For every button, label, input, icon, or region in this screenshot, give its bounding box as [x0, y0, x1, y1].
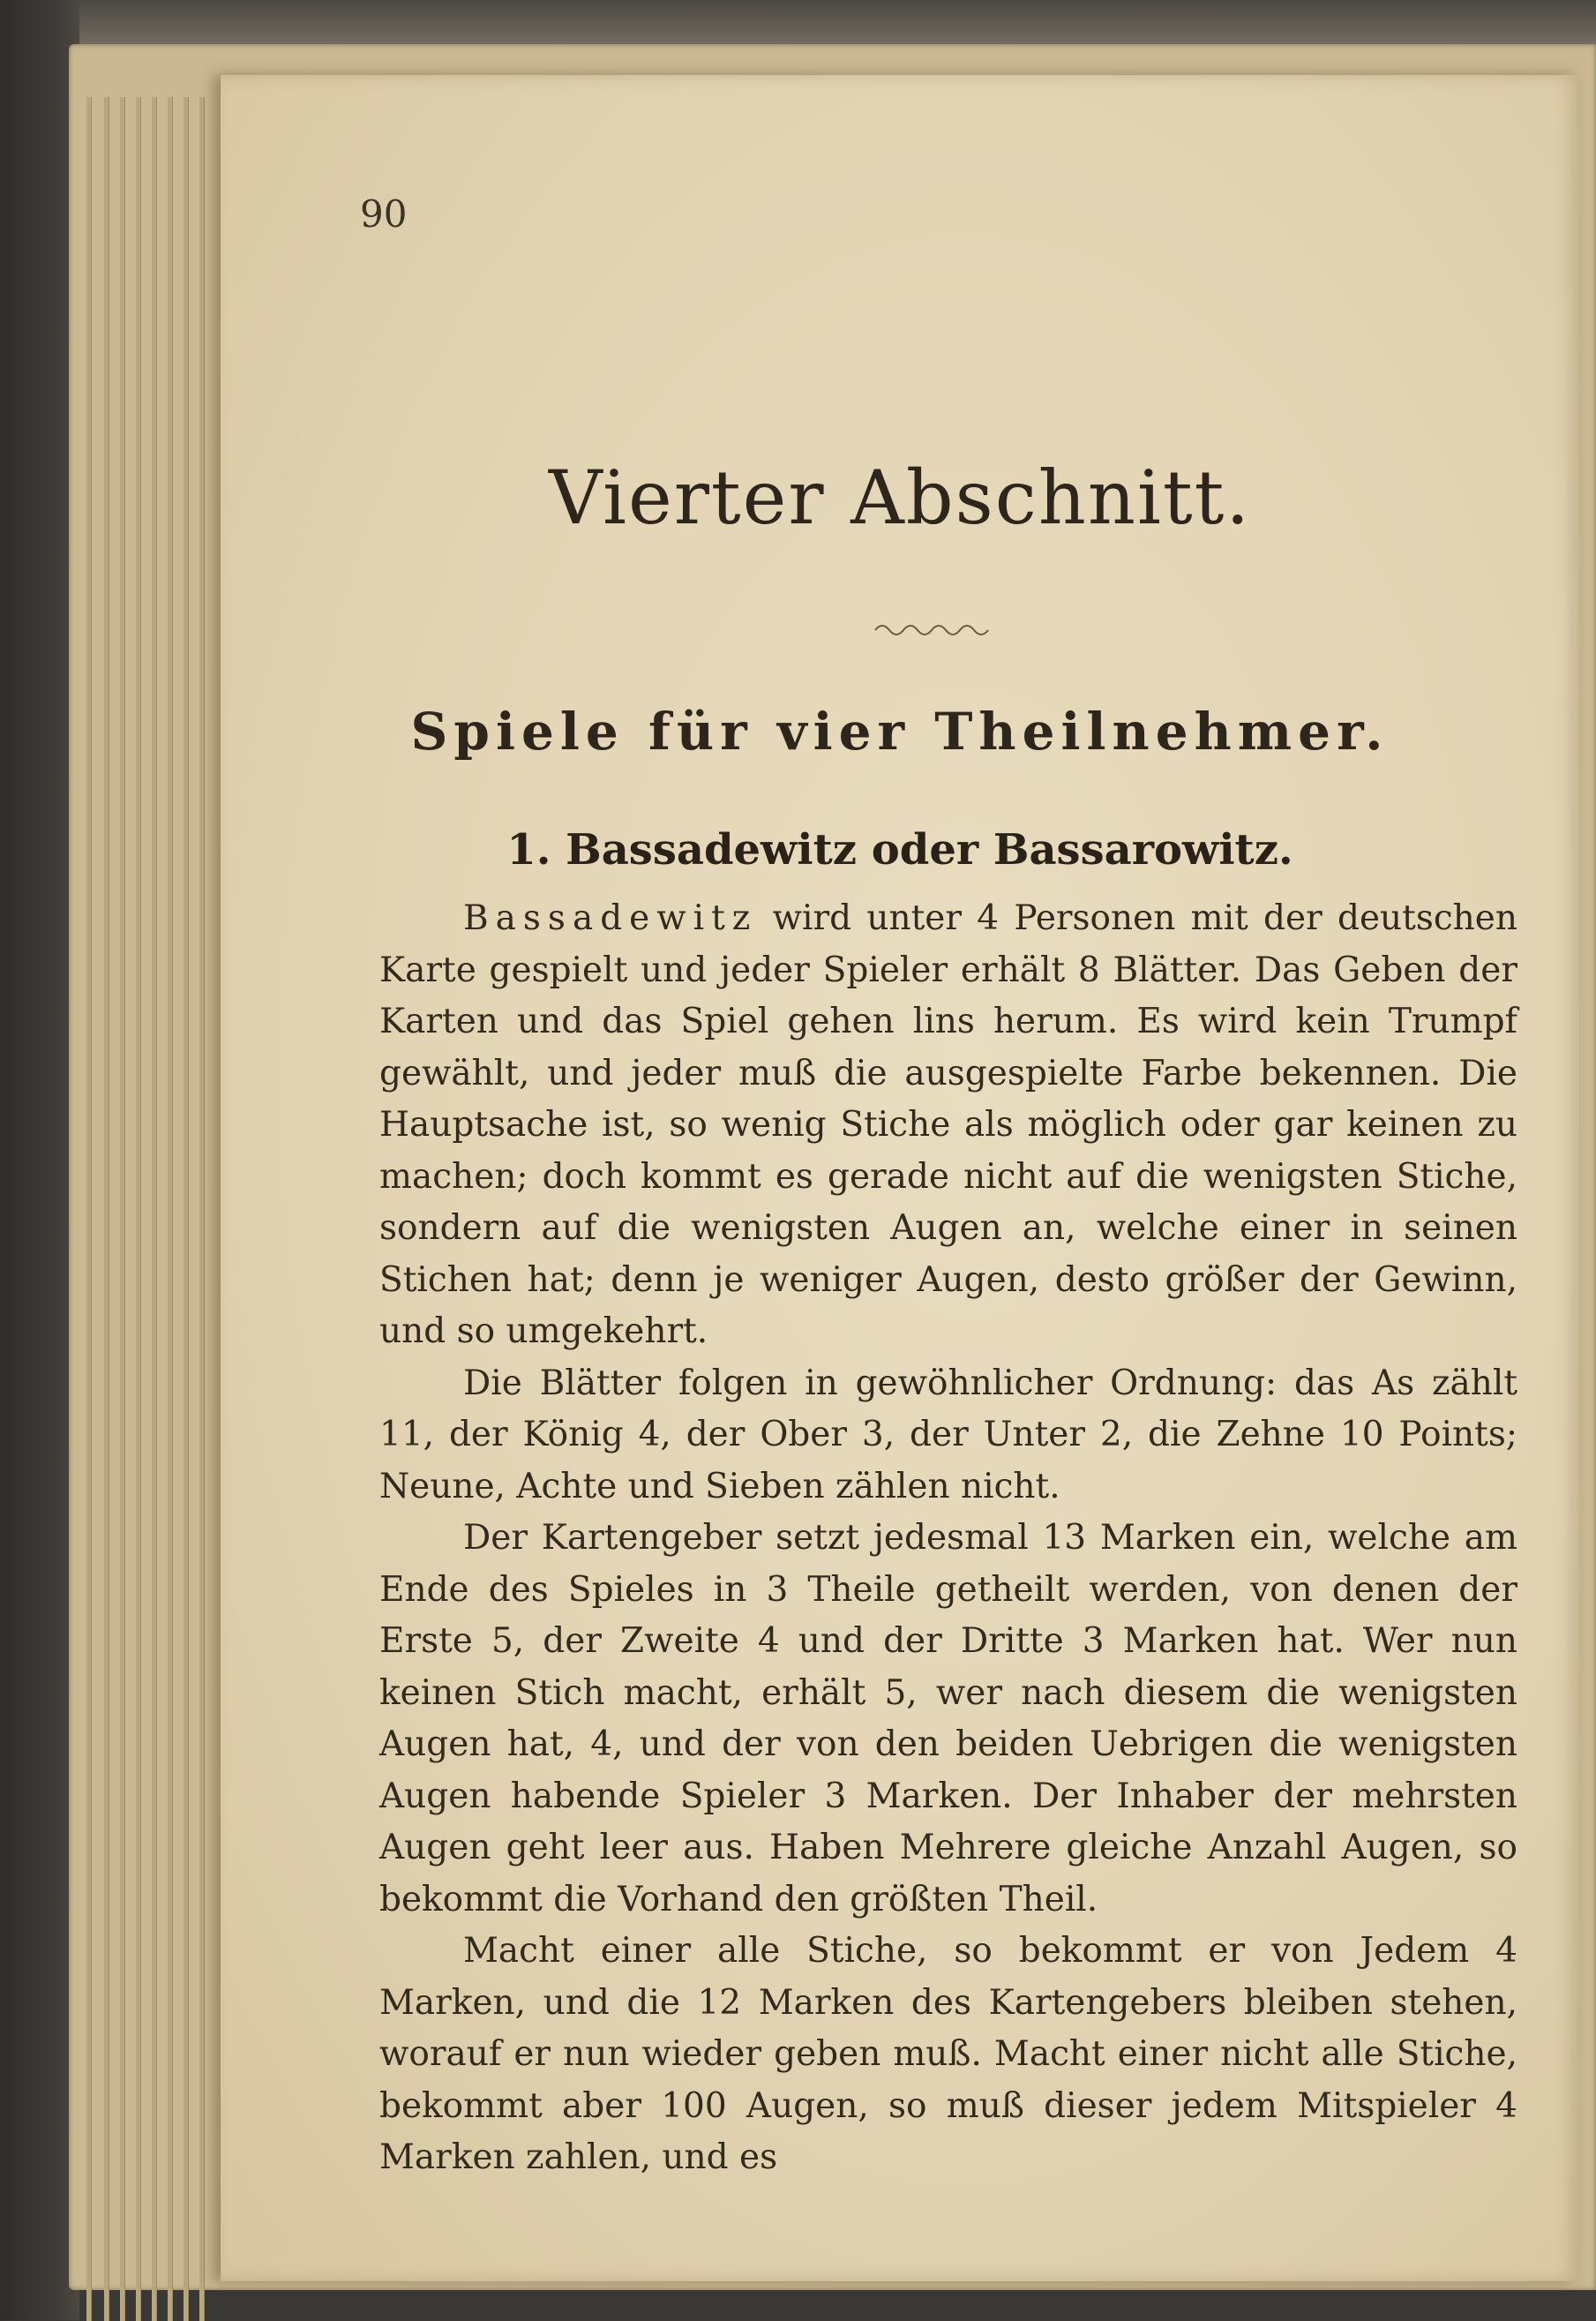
- paragraph: [379, 1513, 1517, 1926]
- paragraph-text: wird unter 4 Personen mit der deutschen Karte gespielt und jeder Spieler erhält 8 Blätter. Das Geben der Karten und das Spiel gehen lins herum. Es wird kein Trumpf gewählt, und jeder muß die ausgespielte Farbe bekennen. Die Hauptsache ist, so wenig Stiche als möglich oder gar keinen zu machen; doch kommt es gerade nicht auf die wenigsten Stiche, sondern auf die wenigsten Augen an, welche einer in seinen Stichen hat; denn je weniger Augen, desto größer der Gewinn, und so umgekehrt.: [379, 898, 1517, 1351]
- page-edge: [86, 97, 92, 2321]
- page-edge: [104, 97, 109, 2321]
- page-edge: [184, 97, 189, 2321]
- paragraph: [379, 1926, 1517, 2184]
- section-title: Spiele für vier Theilnehmer.: [410, 702, 1390, 762]
- paragraph-lead-word: Bassadewitz: [463, 898, 758, 938]
- paragraph-text: Die Blätter folgen in gewöhnlicher Ordnung: das As zählt 11, der König 4, der Ober 3, der Unter 2, die Zehne 10 Points; Neune, Achte und Sieben zählen nicht.: [379, 1363, 1517, 1506]
- paragraph-text: Der Kartengeber setzt jedesmal 13 Marken ein, welche am Ende des Spieles in 3 Theile getheilt werden, von denen der Erste 5, der Zweite 4 und der Dritte 3 Marken hat. Wer nun keinen Stich macht, erhält 5, wer nach diesem die wenigsten Augen hat, 4, und der von den beiden Uebrigen die wenigsten Augen habende Spieler 3 Marken. Der Inhaber der mehrsten Augen geht leer aus. Haben Mehrere gleiche Anzahl Augen, so bekommt die Vorhand den größten Theil.: [379, 1518, 1517, 1919]
- game-title: 1. Bassadewitz oder Bassarowitz.: [506, 825, 1293, 875]
- page-edge: [199, 97, 205, 2321]
- book-cover-spine: [0, 0, 79, 2320]
- paragraph: [379, 893, 1517, 1358]
- body-text: [379, 893, 1517, 2184]
- page-number: 90: [360, 192, 408, 236]
- chapter-title: Vierter Abschnitt.: [548, 454, 1252, 541]
- page-edge: [136, 97, 141, 2321]
- wavy-divider-ornament: [873, 618, 997, 639]
- page-edge: [152, 97, 157, 2321]
- paragraph-text: Macht einer alle Stiche, so bekommt er von Jedem 4 Marken, und die 12 Marken des Kartengebers bleiben stehen, worauf er nun wieder geben muß. Macht einer nicht alle Stiche, bekommt aber 100 Augen, so muß dieser jedem Mitspieler 4 Marken zahlen, und es: [379, 1931, 1517, 2177]
- paragraph: [379, 1358, 1517, 1514]
- page-edge: [120, 97, 125, 2321]
- page-edge: [168, 97, 173, 2321]
